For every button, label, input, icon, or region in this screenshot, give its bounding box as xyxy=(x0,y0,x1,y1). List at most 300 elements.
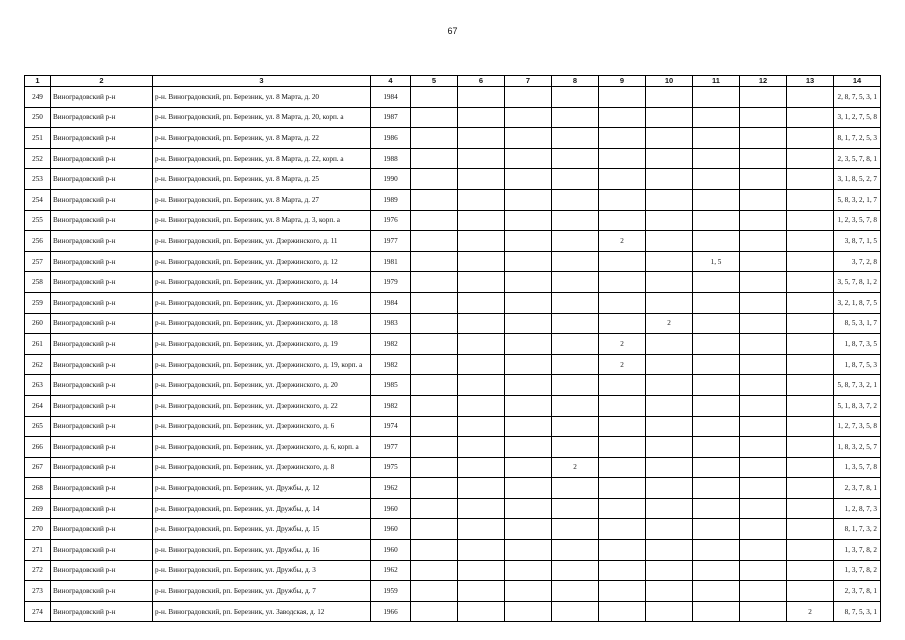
column-header-14: 14 xyxy=(834,76,881,87)
col10-cell xyxy=(646,87,693,108)
table-row xyxy=(25,354,881,375)
col12-cell xyxy=(740,457,787,478)
table-row xyxy=(25,169,881,190)
col9-cell xyxy=(599,375,646,396)
year-cell: 1962 xyxy=(371,478,411,499)
col8-cell: 2 xyxy=(552,457,599,478)
district-cell: Виноградовский р-н xyxy=(51,128,153,149)
col9-cell: 2 xyxy=(599,231,646,252)
col12-cell xyxy=(740,251,787,272)
col14-cell: 3, 1, 8, 5, 2, 7 xyxy=(834,169,881,190)
column-header-6: 6 xyxy=(458,76,505,87)
col10-cell xyxy=(646,354,693,375)
col5-cell xyxy=(411,87,458,108)
table-row xyxy=(25,540,881,561)
col10-cell xyxy=(646,148,693,169)
col13-cell: 2 xyxy=(787,601,834,622)
col14-cell: 1, 8, 7, 5, 3 xyxy=(834,354,881,375)
col11-cell xyxy=(693,87,740,108)
col5-cell xyxy=(411,272,458,293)
year-cell: 1960 xyxy=(371,498,411,519)
col11-cell xyxy=(693,560,740,581)
col13-cell xyxy=(787,540,834,561)
col11-cell xyxy=(693,169,740,190)
col14-cell: 1, 8, 7, 3, 5 xyxy=(834,334,881,355)
row-number: 249 xyxy=(25,87,51,108)
row-number: 262 xyxy=(25,354,51,375)
col12-cell xyxy=(740,416,787,437)
table-row xyxy=(25,457,881,478)
col7-cell xyxy=(505,395,552,416)
row-number: 263 xyxy=(25,375,51,396)
district-cell: Виноградовский р-н xyxy=(51,107,153,128)
col7-cell xyxy=(505,272,552,293)
col13-cell xyxy=(787,210,834,231)
year-cell: 1976 xyxy=(371,210,411,231)
col11-cell xyxy=(693,189,740,210)
year-cell: 1962 xyxy=(371,560,411,581)
district-cell: Виноградовский р-н xyxy=(51,354,153,375)
col13-cell xyxy=(787,560,834,581)
col12-cell xyxy=(740,189,787,210)
year-cell: 1982 xyxy=(371,354,411,375)
col11-cell xyxy=(693,292,740,313)
address-cell: р-н. Виноградовский, рп. Березник, ул. Дружбы, д. 14 xyxy=(153,498,371,519)
address-cell: р-н. Виноградовский, рп. Березник, ул. Дзержинского, д. 16 xyxy=(153,292,371,313)
district-cell: Виноградовский р-н xyxy=(51,148,153,169)
col10-cell xyxy=(646,540,693,561)
col5-cell xyxy=(411,560,458,581)
col8-cell xyxy=(552,560,599,581)
col14-cell: 1, 2, 7, 3, 5, 8 xyxy=(834,416,881,437)
col8-cell xyxy=(552,540,599,561)
district-cell: Виноградовский р-н xyxy=(51,498,153,519)
col6-cell xyxy=(458,148,505,169)
col8-cell xyxy=(552,354,599,375)
col5-cell xyxy=(411,107,458,128)
district-cell: Виноградовский р-н xyxy=(51,251,153,272)
col8-cell xyxy=(552,437,599,458)
col13-cell xyxy=(787,395,834,416)
year-cell: 1982 xyxy=(371,395,411,416)
col7-cell xyxy=(505,313,552,334)
col7-cell xyxy=(505,231,552,252)
col8-cell xyxy=(552,581,599,602)
col7-cell xyxy=(505,601,552,622)
col10-cell xyxy=(646,375,693,396)
table-row xyxy=(25,478,881,499)
col7-cell xyxy=(505,560,552,581)
address-cell: р-н. Виноградовский, рп. Березник, ул. Дружбы, д. 7 xyxy=(153,581,371,602)
col8-cell xyxy=(552,251,599,272)
col12-cell xyxy=(740,395,787,416)
table-row xyxy=(25,416,881,437)
col6-cell xyxy=(458,313,505,334)
table-row xyxy=(25,313,881,334)
col5-cell xyxy=(411,354,458,375)
col12-cell xyxy=(740,601,787,622)
col14-cell: 8, 5, 3, 1, 7 xyxy=(834,313,881,334)
col13-cell xyxy=(787,313,834,334)
col7-cell xyxy=(505,540,552,561)
col6-cell xyxy=(458,375,505,396)
col14-cell: 3, 5, 7, 8, 1, 2 xyxy=(834,272,881,293)
district-cell: Виноградовский р-н xyxy=(51,87,153,108)
row-number: 261 xyxy=(25,334,51,355)
col7-cell xyxy=(505,457,552,478)
col5-cell xyxy=(411,169,458,190)
col7-cell xyxy=(505,292,552,313)
col13-cell xyxy=(787,498,834,519)
column-header-13: 13 xyxy=(787,76,834,87)
col11-cell xyxy=(693,107,740,128)
table-row xyxy=(25,395,881,416)
year-cell: 1974 xyxy=(371,416,411,437)
col6-cell xyxy=(458,292,505,313)
col10-cell xyxy=(646,478,693,499)
row-number: 270 xyxy=(25,519,51,540)
address-cell: р-н. Виноградовский, рп. Березник, ул. 8 Марта, д. 20 xyxy=(153,87,371,108)
col6-cell xyxy=(458,354,505,375)
col13-cell xyxy=(787,519,834,540)
district-cell: Виноградовский р-н xyxy=(51,334,153,355)
col12-cell xyxy=(740,128,787,149)
table-row xyxy=(25,560,881,581)
col13-cell xyxy=(787,231,834,252)
row-number: 260 xyxy=(25,313,51,334)
col5-cell xyxy=(411,375,458,396)
col8-cell xyxy=(552,313,599,334)
col11-cell xyxy=(693,540,740,561)
address-cell: р-н. Виноградовский, рп. Березник, ул. Дружбы, д. 15 xyxy=(153,519,371,540)
address-cell: р-н. Виноградовский, рп. Березник, ул. Дзержинского, д. 18 xyxy=(153,313,371,334)
table-row xyxy=(25,498,881,519)
col14-cell: 2, 3, 5, 7, 8, 1 xyxy=(834,148,881,169)
address-cell: р-н. Виноградовский, рп. Березник, ул. Дружбы, д. 3 xyxy=(153,560,371,581)
address-cell: р-н. Виноградовский, рп. Березник, ул. Дзержинского, д. 12 xyxy=(153,251,371,272)
col9-cell xyxy=(599,519,646,540)
col13-cell xyxy=(787,251,834,272)
row-number: 271 xyxy=(25,540,51,561)
col5-cell xyxy=(411,334,458,355)
column-header-9: 9 xyxy=(599,76,646,87)
address-cell: р-н. Виноградовский, рп. Березник, ул. Дзержинского, д. 14 xyxy=(153,272,371,293)
district-cell: Виноградовский р-н xyxy=(51,581,153,602)
district-cell: Виноградовский р-н xyxy=(51,272,153,293)
col12-cell xyxy=(740,313,787,334)
col5-cell xyxy=(411,416,458,437)
col6-cell xyxy=(458,457,505,478)
table-row xyxy=(25,128,881,149)
col13-cell xyxy=(787,478,834,499)
row-number: 258 xyxy=(25,272,51,293)
col8-cell xyxy=(552,148,599,169)
row-number: 274 xyxy=(25,601,51,622)
col10-cell xyxy=(646,251,693,272)
col6-cell xyxy=(458,231,505,252)
col11-cell xyxy=(693,601,740,622)
col14-cell: 2, 3, 7, 8, 1 xyxy=(834,478,881,499)
page-number: 67 xyxy=(447,26,458,36)
col11-cell xyxy=(693,498,740,519)
col6-cell xyxy=(458,395,505,416)
col12-cell xyxy=(740,210,787,231)
col9-cell xyxy=(599,601,646,622)
year-cell: 1989 xyxy=(371,189,411,210)
year-cell: 1975 xyxy=(371,457,411,478)
district-cell: Виноградовский р-н xyxy=(51,540,153,561)
column-header-10: 10 xyxy=(646,76,693,87)
col14-cell: 5, 8, 3, 2, 1, 7 xyxy=(834,189,881,210)
col13-cell xyxy=(787,148,834,169)
col6-cell xyxy=(458,416,505,437)
year-cell: 1959 xyxy=(371,581,411,602)
col14-cell: 1, 3, 7, 8, 2 xyxy=(834,560,881,581)
col10-cell xyxy=(646,601,693,622)
col5-cell xyxy=(411,148,458,169)
district-cell: Виноградовский р-н xyxy=(51,519,153,540)
col6-cell xyxy=(458,210,505,231)
col12-cell xyxy=(740,334,787,355)
table-row xyxy=(25,601,881,622)
col10-cell xyxy=(646,334,693,355)
col5-cell xyxy=(411,189,458,210)
year-cell: 1966 xyxy=(371,601,411,622)
address-cell: р-н. Виноградовский, рп. Березник, ул. Дзержинского, д. 6, корп. а xyxy=(153,437,371,458)
address-cell: р-н. Виноградовский, рп. Березник, ул. Дзержинского, д. 6 xyxy=(153,416,371,437)
col6-cell xyxy=(458,107,505,128)
col11-cell xyxy=(693,519,740,540)
col5-cell xyxy=(411,498,458,519)
district-cell: Виноградовский р-н xyxy=(51,395,153,416)
col11-cell xyxy=(693,375,740,396)
col10-cell xyxy=(646,498,693,519)
column-header-11: 11 xyxy=(693,76,740,87)
col9-cell xyxy=(599,210,646,231)
address-cell: р-н. Виноградовский, рп. Березник, ул. 8 Марта, д. 3, корп. а xyxy=(153,210,371,231)
col10-cell xyxy=(646,107,693,128)
col7-cell xyxy=(505,375,552,396)
col6-cell xyxy=(458,272,505,293)
col14-cell: 1, 2, 3, 5, 7, 8 xyxy=(834,210,881,231)
address-cell: р-н. Виноградовский, рп. Березник, ул. 8 Марта, д. 22, корп. а xyxy=(153,148,371,169)
column-header-8: 8 xyxy=(552,76,599,87)
col8-cell xyxy=(552,189,599,210)
col8-cell xyxy=(552,601,599,622)
col7-cell xyxy=(505,251,552,272)
table-row xyxy=(25,87,881,108)
col14-cell: 8, 1, 7, 2, 5, 3 xyxy=(834,128,881,149)
year-cell: 1984 xyxy=(371,87,411,108)
address-cell: р-н. Виноградовский, рп. Березник, ул. Дзержинского, д. 19, корп. а xyxy=(153,354,371,375)
col11-cell xyxy=(693,210,740,231)
address-cell: р-н. Виноградовский, рп. Березник, ул. Дзержинского, д. 11 xyxy=(153,231,371,252)
col5-cell xyxy=(411,395,458,416)
col13-cell xyxy=(787,416,834,437)
address-cell: р-н. Виноградовский, рп. Березник, ул. Дружбы, д. 12 xyxy=(153,478,371,499)
col11-cell xyxy=(693,334,740,355)
col8-cell xyxy=(552,375,599,396)
col6-cell xyxy=(458,498,505,519)
col9-cell: 2 xyxy=(599,334,646,355)
year-cell: 1960 xyxy=(371,519,411,540)
col14-cell: 2, 3, 7, 8, 1 xyxy=(834,581,881,602)
col13-cell xyxy=(787,272,834,293)
col8-cell xyxy=(552,478,599,499)
district-cell: Виноградовский р-н xyxy=(51,375,153,396)
year-cell: 1983 xyxy=(371,313,411,334)
col5-cell xyxy=(411,251,458,272)
col7-cell xyxy=(505,210,552,231)
col14-cell: 3, 2, 1, 8, 7, 5 xyxy=(834,292,881,313)
col12-cell xyxy=(740,354,787,375)
col12-cell xyxy=(740,148,787,169)
address-cell: р-н. Виноградовский, рп. Березник, ул. 8 Марта, д. 25 xyxy=(153,169,371,190)
col11-cell xyxy=(693,581,740,602)
col11-cell xyxy=(693,416,740,437)
table-row xyxy=(25,251,881,272)
col11-cell xyxy=(693,457,740,478)
address-cell: р-н. Виноградовский, рп. Березник, ул. 8 Марта, д. 27 xyxy=(153,189,371,210)
year-cell: 1960 xyxy=(371,540,411,561)
col10-cell xyxy=(646,519,693,540)
row-number: 257 xyxy=(25,251,51,272)
col13-cell xyxy=(787,334,834,355)
column-header-7: 7 xyxy=(505,76,552,87)
col10-cell xyxy=(646,437,693,458)
col6-cell xyxy=(458,169,505,190)
row-number: 272 xyxy=(25,560,51,581)
col14-cell: 2, 8, 7, 5, 3, 1 xyxy=(834,87,881,108)
col9-cell xyxy=(599,540,646,561)
address-cell: р-н. Виноградовский, рп. Березник, ул. 8 Марта, д. 20, корп. а xyxy=(153,107,371,128)
column-header-3: 3 xyxy=(153,76,371,87)
year-cell: 1988 xyxy=(371,148,411,169)
col6-cell xyxy=(458,189,505,210)
col6-cell xyxy=(458,87,505,108)
col13-cell xyxy=(787,189,834,210)
col9-cell xyxy=(599,457,646,478)
col14-cell: 5, 8, 7, 3, 2, 1 xyxy=(834,375,881,396)
col10-cell xyxy=(646,292,693,313)
col10-cell xyxy=(646,169,693,190)
year-cell: 1981 xyxy=(371,251,411,272)
col13-cell xyxy=(787,87,834,108)
table-row xyxy=(25,292,881,313)
table-header xyxy=(25,76,881,87)
col9-cell xyxy=(599,169,646,190)
column-header-4: 4 xyxy=(371,76,411,87)
col8-cell xyxy=(552,416,599,437)
col7-cell xyxy=(505,478,552,499)
table-row xyxy=(25,272,881,293)
address-cell: р-н. Виноградовский, рп. Березник, ул. Дружбы, д. 16 xyxy=(153,540,371,561)
table-row xyxy=(25,107,881,128)
col6-cell xyxy=(458,251,505,272)
col9-cell xyxy=(599,251,646,272)
col9-cell xyxy=(599,272,646,293)
col12-cell xyxy=(740,231,787,252)
col12-cell xyxy=(740,498,787,519)
col6-cell xyxy=(458,437,505,458)
table-row xyxy=(25,231,881,252)
col13-cell xyxy=(787,581,834,602)
table-row xyxy=(25,375,881,396)
col9-cell: 2 xyxy=(599,354,646,375)
col10-cell xyxy=(646,395,693,416)
col13-cell xyxy=(787,354,834,375)
col8-cell xyxy=(552,107,599,128)
col14-cell: 1, 3, 7, 8, 2 xyxy=(834,540,881,561)
column-header-2: 2 xyxy=(51,76,153,87)
col11-cell xyxy=(693,231,740,252)
row-number: 273 xyxy=(25,581,51,602)
table-row xyxy=(25,148,881,169)
col14-cell: 3, 1, 2, 7, 5, 8 xyxy=(834,107,881,128)
col10-cell xyxy=(646,457,693,478)
row-number: 268 xyxy=(25,478,51,499)
col7-cell xyxy=(505,498,552,519)
year-cell: 1984 xyxy=(371,292,411,313)
col12-cell xyxy=(740,560,787,581)
row-number: 267 xyxy=(25,457,51,478)
row-number: 253 xyxy=(25,169,51,190)
col9-cell xyxy=(599,560,646,581)
col13-cell xyxy=(787,457,834,478)
col11-cell xyxy=(693,437,740,458)
col12-cell xyxy=(740,581,787,602)
col8-cell xyxy=(552,334,599,355)
col9-cell xyxy=(599,107,646,128)
col11-cell: 1, 5 xyxy=(693,251,740,272)
col7-cell xyxy=(505,148,552,169)
column-header-1: 1 xyxy=(25,76,51,87)
col7-cell xyxy=(505,519,552,540)
district-cell: Виноградовский р-н xyxy=(51,416,153,437)
col9-cell xyxy=(599,313,646,334)
col9-cell xyxy=(599,437,646,458)
col14-cell: 1, 3, 5, 7, 8 xyxy=(834,457,881,478)
year-cell: 1977 xyxy=(371,231,411,252)
col5-cell xyxy=(411,457,458,478)
col8-cell xyxy=(552,395,599,416)
col12-cell xyxy=(740,540,787,561)
col13-cell xyxy=(787,169,834,190)
col7-cell xyxy=(505,128,552,149)
col12-cell xyxy=(740,478,787,499)
col7-cell xyxy=(505,416,552,437)
col5-cell xyxy=(411,437,458,458)
year-cell: 1985 xyxy=(371,375,411,396)
col9-cell xyxy=(599,128,646,149)
col5-cell xyxy=(411,231,458,252)
address-cell: р-н. Виноградовский, рп. Березник, ул. Дзержинского, д. 19 xyxy=(153,334,371,355)
row-number: 269 xyxy=(25,498,51,519)
col10-cell xyxy=(646,210,693,231)
col7-cell xyxy=(505,189,552,210)
district-cell: Виноградовский р-н xyxy=(51,169,153,190)
col5-cell xyxy=(411,540,458,561)
col5-cell xyxy=(411,581,458,602)
district-cell: Виноградовский р-н xyxy=(51,292,153,313)
address-cell: р-н. Виноградовский, рп. Березник, ул. Дзержинского, д. 8 xyxy=(153,457,371,478)
col12-cell xyxy=(740,272,787,293)
col14-cell: 1, 2, 8, 7, 3 xyxy=(834,498,881,519)
table-row xyxy=(25,334,881,355)
district-cell: Виноградовский р-н xyxy=(51,210,153,231)
col10-cell xyxy=(646,189,693,210)
col6-cell xyxy=(458,581,505,602)
